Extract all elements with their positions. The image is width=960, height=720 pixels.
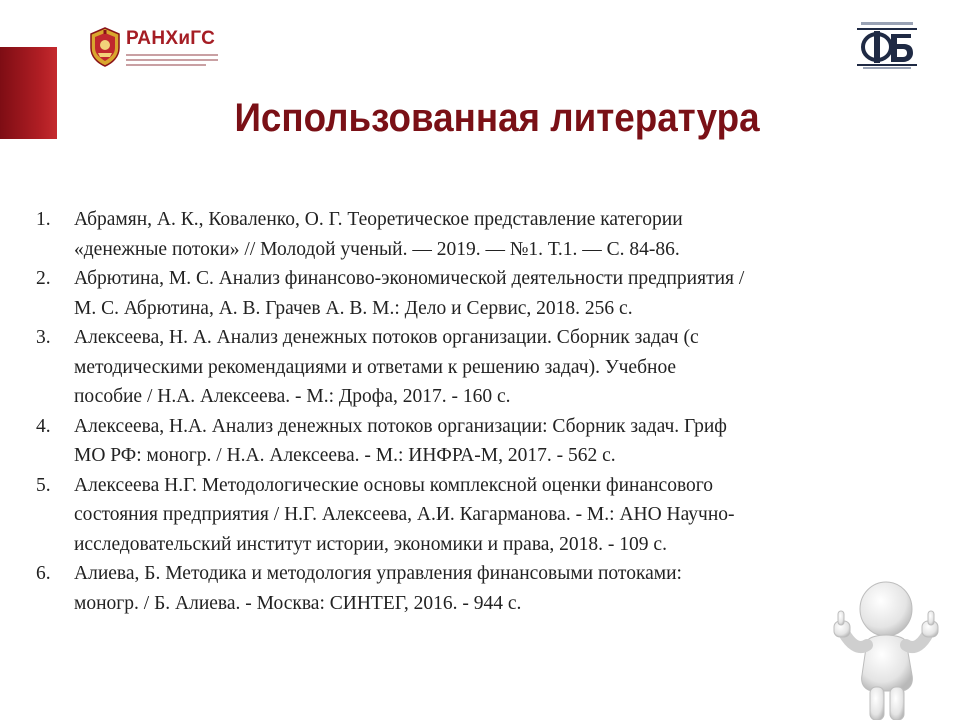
reference-number: 2. [36, 268, 51, 289]
reference-line: моногр. / Б. Алиева. - Москва: СИНТЕГ, 2016. - 944 с. [74, 592, 522, 614]
reference-line: Абрютина, М. С. Анализ финансово-экономической деятельности предприятия / [74, 268, 745, 289]
ranepa-brand-text: РАНХиГС [126, 28, 216, 49]
reference-item [36, 264, 896, 323]
reference-line: Алексеева Н.Г. Методологические основы комплексной оценки финансового [74, 474, 714, 496]
reference-line: М. С. Абрютина, А. В. Грачев А. В. М.: Дело и Сервис, 2018. 256 с. [74, 297, 633, 319]
reference-line: состояния предприятия / Н.Г. Алексеева, А.И. Кагарманова. - М.: АНО Научно- [74, 504, 735, 525]
reference-line: пособие / Н.А. Алексеева. - М.: Дрофа, 2017. - 160 с. [74, 386, 511, 407]
reference-item [36, 323, 896, 412]
reference-item [36, 559, 896, 618]
reference-line: Алексеева, Н.А. Анализ денежных потоков организации: Сборник задач. Гриф [74, 415, 727, 437]
reference-number: 6. [36, 563, 51, 584]
logo-subline [126, 54, 218, 56]
reference-item [36, 205, 896, 264]
reference-number: 1. [36, 209, 51, 230]
faculty-logo [855, 22, 919, 70]
reference-line: Алексеева, Н. А. Анализ денежных потоков организации. Сборник задач (с [74, 327, 699, 348]
reference-line: МО РФ: моногр. / Н.А. Алексеева. - М.: ИНФРА-М, 2017. - 562 с. [74, 445, 616, 466]
reference-list [36, 205, 896, 618]
reference-line: методическими рекомендациями и ответами к решению задач). Учебное [74, 356, 677, 378]
reference-line: «денежные потоки» // Молодой ученый. — 2019. — №1. Т.1. — С. 84-86. [74, 238, 680, 260]
logo-subline [126, 64, 206, 66]
faculty-of-finance-emblem-icon [855, 22, 919, 70]
reference-item [36, 471, 896, 560]
page-title: Использованная литература [234, 96, 760, 140]
reference-line: Абрамян, А. К., Коваленко, О. Г. Теоретическое представление категории [74, 209, 683, 230]
reference-number: 5. [36, 474, 51, 496]
reference-number: 4. [36, 415, 51, 437]
ranepa-logo [88, 26, 218, 70]
logo-subline [126, 59, 218, 61]
reference-line: Алиева, Б. Методика и методология управления финансовыми потоками: [74, 563, 682, 584]
ranepa-emblem-icon [88, 26, 122, 68]
reference-item [36, 412, 896, 471]
reference-line: исследовательский институт истории, экономики и права, 2018. - 109 с. [74, 533, 667, 555]
reference-number: 3. [36, 327, 51, 348]
thumbs-up-figure-icon [820, 575, 960, 720]
